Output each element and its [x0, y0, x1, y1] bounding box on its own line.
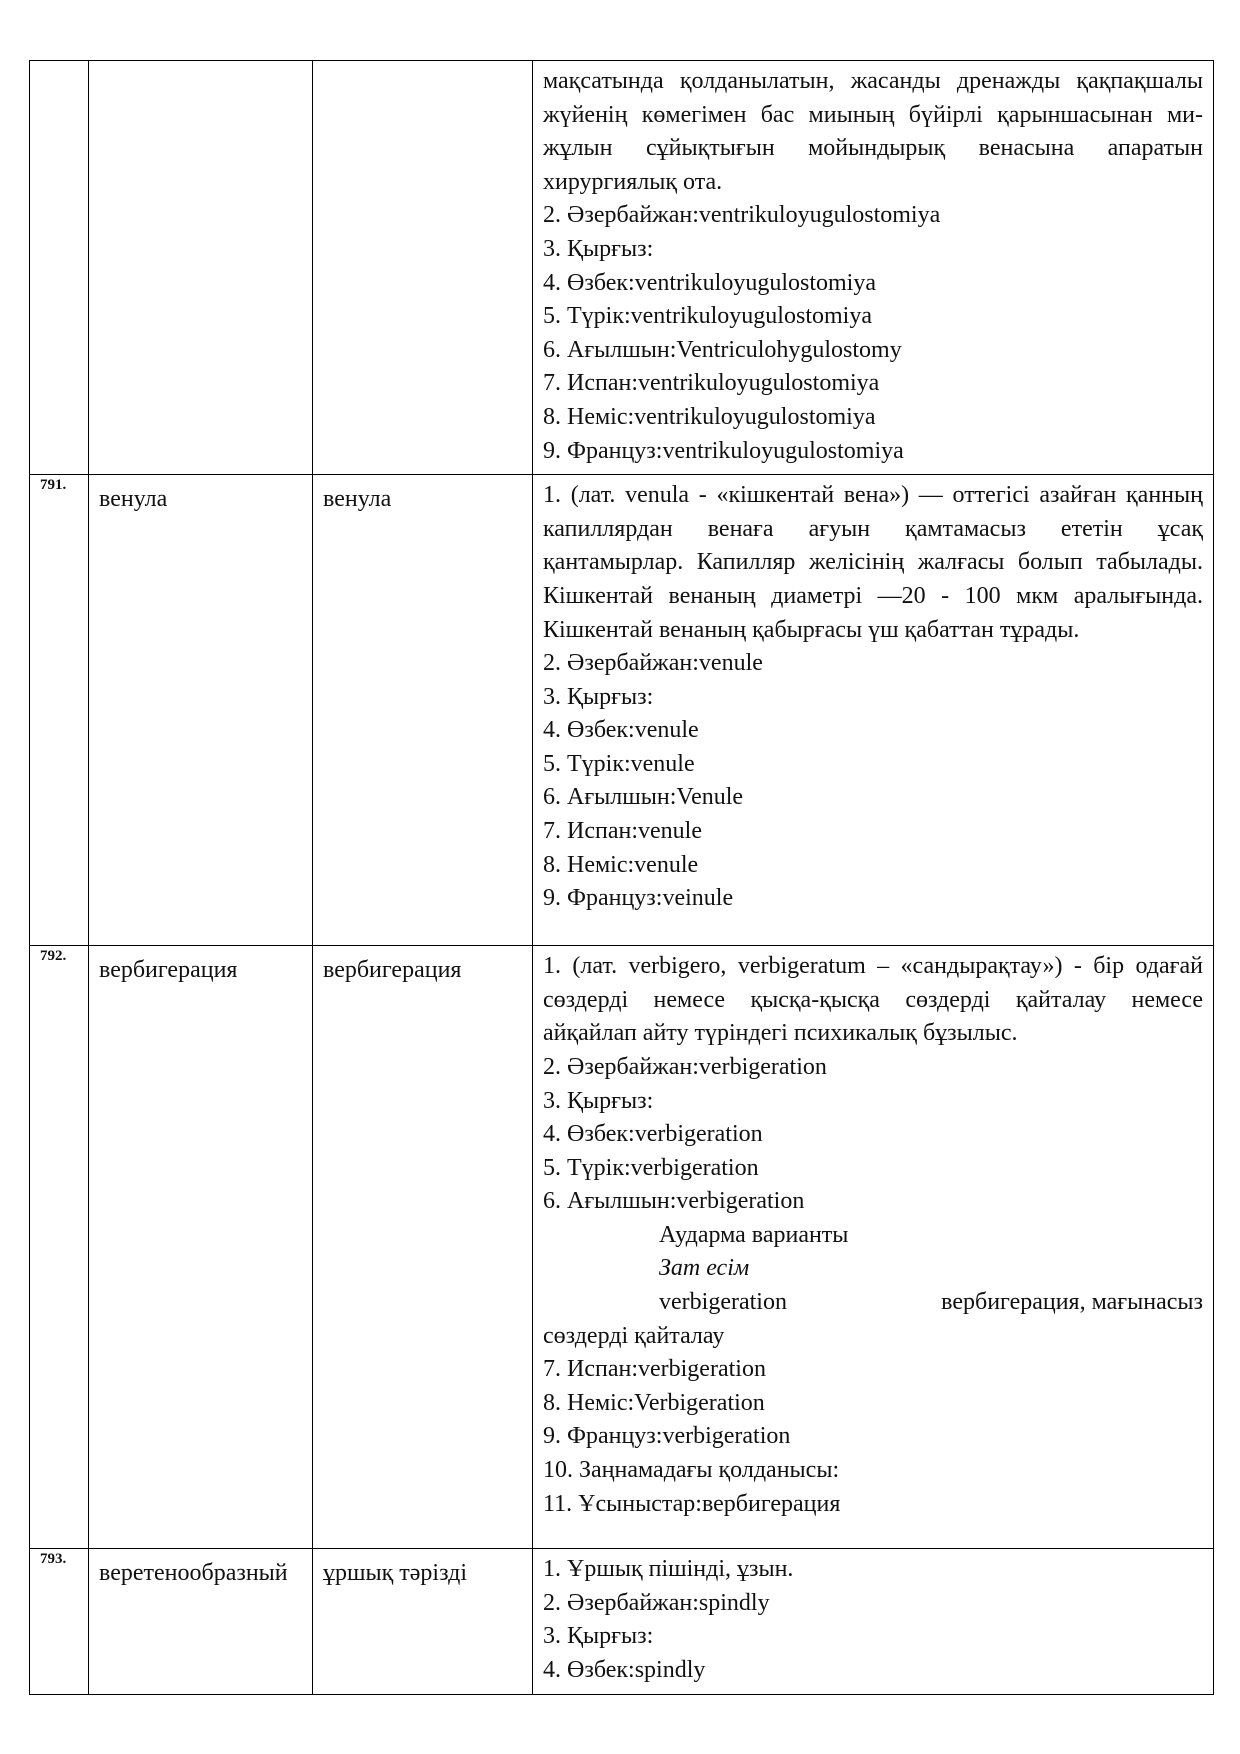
part-of-speech: Зат есім [659, 1255, 750, 1282]
term-kz-cell [313, 61, 533, 475]
glossary-table [29, 60, 1214, 1695]
lang-line: 9. Француз:ventrikuloyugulostomiya [543, 437, 904, 464]
number-cell: 792. [30, 946, 89, 1549]
lang-line: 7. Испан:venule [543, 818, 702, 845]
term-ru-cell: веретенообразный [89, 1549, 313, 1694]
lang-line: 7. Испан:verbigeration [543, 1356, 766, 1383]
definition-cell [533, 1549, 1214, 1694]
lang-line: 6. Ағылшын:Ventriculohygulostomy [543, 336, 902, 363]
definition-cell [533, 475, 1214, 946]
term-ru-cell: венула [89, 475, 313, 946]
variant-word: verbigeration [659, 1289, 787, 1316]
table-row [30, 475, 1214, 946]
lang-line: 6. Ағылшын:verbigeration [543, 1188, 805, 1215]
lang-line: 7. Испан:ventrikuloyugulostomiya [543, 370, 880, 397]
lang-line: 6. Ағылшын:Venule [543, 784, 744, 811]
table-row [30, 946, 1214, 1549]
lang-line: 5. Түрік:venule [543, 750, 695, 777]
lang-line: 4. Өзбек:spindly [543, 1656, 706, 1683]
lang-line: 4. Өзбек:ventrikuloyugulostomiya [543, 269, 876, 296]
definition-cell [533, 61, 1214, 475]
definition-text: мақсатында қолданылатын, жасанды дренажды қақпақшалы жүйенің көмегімен бас миының бүйірлі қарыншасынан ми-жұлын сұйықтығын мойындырық венасына апаратын хирургиялық ота. [543, 68, 1203, 195]
lang-line: 1. Ұршық пішінді, ұзын. [543, 1556, 794, 1583]
table-row [30, 61, 1214, 475]
lang-line: 3. Қырғыз: [543, 1087, 654, 1114]
translation-variant-heading: Аударма варианты [659, 1221, 849, 1248]
lang-line: 2. Әзербайжан:venule [543, 650, 763, 677]
number-cell: 791. [30, 475, 89, 946]
lang-line: 3. Қырғыз: [543, 1623, 654, 1650]
lang-line: 8. Неміс:Verbigeration [543, 1389, 765, 1416]
term-kz-cell: венула [313, 475, 533, 946]
term-ru-cell: вербигерация [89, 946, 313, 1549]
lang-line: 9. Француз:verbigeration [543, 1423, 791, 1450]
lang-line: 10. Заңнамадағы қолданысы: [543, 1457, 840, 1484]
variant-entry [543, 1286, 1203, 1320]
term-kz-cell: вербигерация [313, 946, 533, 1549]
lang-line: 2. Әзербайжан:verbigeration [543, 1053, 827, 1080]
definition-text: 1. (лат. verbigero, verbigeratum – «сандырақтау») - бір одағай сөздерді немесе қысқа-қысқа сөздерді қайталау немесе айқайлап айту түріндегі психикалық бұзылыс. [543, 953, 1203, 1047]
definition-text: 1. (лат. venula - «кішкентай вена») — оттегісі азайған қанның капиллярдан венаға ағуын қамтамасыз ететін ұсақ қантамырлар. Капилляр желісінің жалғасы болып табылады. Кішкентай венаның диаметрі —20 - 100 мкм аралығында. Кішкентай венаның қабырғасы үш қабаттан тұрады. [543, 482, 1203, 643]
term-ru-cell [89, 61, 313, 475]
number-cell [30, 61, 89, 475]
variant-meaning: вербигерация, мағынасыз [941, 1289, 1203, 1316]
term-kz-cell: ұршық тәрізді [313, 1549, 533, 1694]
lang-line: 8. Неміс:venule [543, 851, 699, 878]
lang-line: 3. Қырғыз: [543, 235, 654, 262]
lang-line: 9. Француз:veinule [543, 885, 734, 912]
lang-line: 2. Әзербайжан:ventrikuloyugulostomiya [543, 202, 941, 229]
number-cell: 793. [30, 1549, 89, 1694]
lang-line: 5. Түрік:ventrikuloyugulostomiya [543, 303, 872, 330]
lang-line: 4. Өзбек:venule [543, 717, 699, 744]
definition-cell [533, 946, 1214, 1549]
lang-line: 4. Өзбек:verbigeration [543, 1121, 763, 1148]
lang-line: 2. Әзербайжан:spindly [543, 1589, 770, 1616]
lang-line: 5. Түрік:verbigeration [543, 1154, 759, 1181]
lang-line: 11. Ұсыныстар:вербигерация [543, 1490, 841, 1517]
table-row [30, 1549, 1214, 1694]
lang-line: 3. Қырғыз: [543, 683, 654, 710]
variant-meaning-continued: сөздерді қайталау [543, 1322, 725, 1349]
lang-line: 8. Неміс:ventrikuloyugulostomiya [543, 403, 876, 430]
